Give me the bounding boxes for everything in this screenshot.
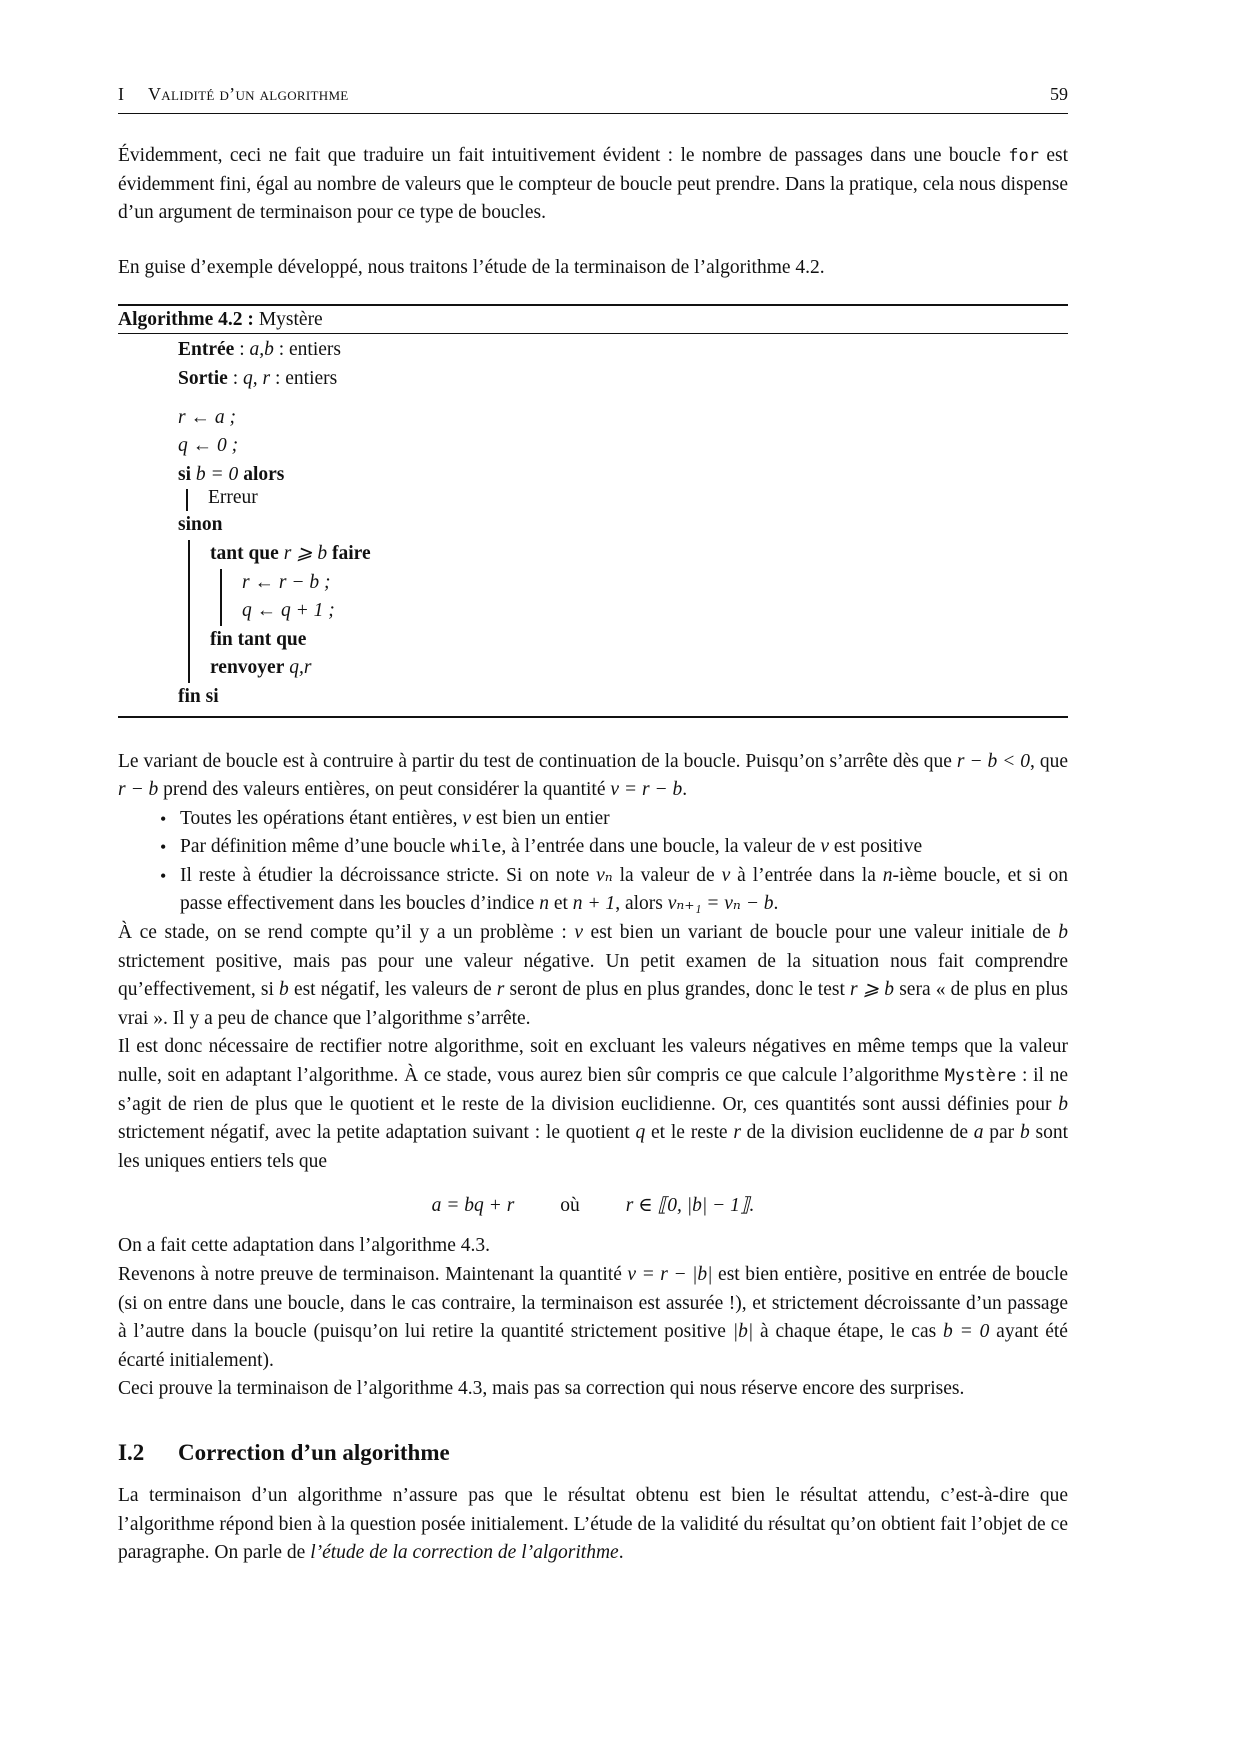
- algo-error: Erreur: [208, 487, 258, 509]
- math: q, r: [243, 367, 271, 389]
- algo-else: [178, 511, 1068, 540]
- algorithm-caption: [118, 306, 1068, 334]
- bullet-list: [118, 805, 1068, 919]
- math: r − b < 0: [956, 750, 1031, 772]
- algo-output: Sortie : q, r : entiers: [178, 367, 338, 389]
- kw: fin si: [178, 685, 219, 707]
- page-number: 59: [1050, 84, 1068, 104]
- math: b: [1019, 1122, 1030, 1144]
- code-while: while: [450, 837, 502, 858]
- paragraph-6: On a fait cette adaptation dans l’algorithme 4.3.: [118, 1235, 490, 1257]
- code-for: for: [1008, 146, 1039, 166]
- math: v = r − |b|: [627, 1264, 713, 1285]
- text: est bien un entier: [471, 807, 610, 829]
- algorithm-body: [118, 334, 1068, 715]
- kw: alors: [243, 463, 285, 485]
- equation: [118, 1192, 1068, 1220]
- page: [118, 84, 1068, 1568]
- text: sont les uniques entiers tels que: [118, 1122, 1068, 1172]
- text: est positive: [828, 836, 923, 858]
- math: b: [279, 979, 289, 1001]
- math: r: [496, 979, 505, 1001]
- while-block: [220, 569, 1068, 626]
- text: et: [548, 893, 573, 915]
- math: |b|: [732, 1321, 754, 1343]
- paragraph-4: [118, 919, 1068, 1033]
- text: : il ne s’agit de rien de plus que le quotient et le reste de la division euclidienne. Or, ces quantités sont aussi définies pour: [118, 1065, 1068, 1115]
- text: .: [618, 1542, 624, 1564]
- math: v = r − b: [610, 779, 683, 801]
- algo-end-while: [210, 626, 1068, 655]
- math: vₙ: [596, 864, 613, 886]
- text: : entiers: [274, 367, 338, 389]
- list-item: [180, 833, 1068, 862]
- section-number: I.2: [118, 1439, 145, 1465]
- text: strictement positive, mais pas pour une valeur négative. Un petit examen de la situation nous fait comprendre qu’effectivement, si: [118, 950, 1068, 1001]
- paragraph-2: En guise d’exemple développé, nous traitons l’étude de la terminaison de l’algorithme 4.2.: [118, 256, 825, 278]
- algo-if: [178, 461, 1068, 490]
- math: b = 0: [195, 463, 239, 485]
- text: seront de plus en plus grandes, donc le test: [504, 979, 851, 1001]
- algo-while: [210, 540, 1068, 569]
- text: est bien un variant de boucle pour une valeur initiale de: [582, 922, 1059, 944]
- kw: sinon: [178, 514, 223, 536]
- paragraph-3: [118, 748, 1068, 805]
- math: v: [820, 836, 829, 858]
- algo-return: [210, 654, 1068, 683]
- algo-line: q ← 0 ;: [178, 435, 239, 457]
- kw: si: [178, 463, 192, 485]
- text: Par définition même d’une boucle: [180, 836, 451, 858]
- math: v: [462, 807, 472, 829]
- running-header: [118, 84, 1068, 114]
- text: Toutes les opérations étant entières,: [180, 807, 463, 829]
- math: v: [574, 922, 583, 944]
- text: , que: [1030, 750, 1068, 772]
- emphasis: l’étude de la correction de l’algorithme: [310, 1542, 619, 1564]
- algorithm-box: [118, 304, 1068, 717]
- math: a,b: [249, 339, 274, 361]
- header-title: [118, 84, 349, 105]
- paragraph-7: [118, 1261, 1068, 1375]
- algo-line: r ← r − b ;: [242, 571, 331, 593]
- text: : entiers: [278, 339, 342, 361]
- section-title: Correction d’un algorithme: [178, 1439, 450, 1465]
- math: r ⩾ b: [283, 542, 328, 564]
- math: a: [973, 1122, 984, 1144]
- text: Évidemment, ceci ne fait que traduire un fait intuitivement évident : le nombre de passages dans une boucle: [118, 145, 1009, 166]
- text: la valeur de: [612, 864, 722, 886]
- text: et le reste: [645, 1122, 734, 1144]
- math: b: [1058, 1093, 1068, 1115]
- if-block: [186, 489, 1068, 511]
- list-item: [180, 862, 1068, 919]
- text: , alors: [615, 893, 668, 915]
- text: Il est donc nécessaire de rectifier notre algorithme, soit en excluant les valeurs négatives en même temps que la valeur nulle, soit en adaptant l’algorithme. À ce stade, vous aurez bien sûr compris ce que calcule l’algorithme: [118, 1036, 1068, 1087]
- text: sera « de plus en plus vrai ». Il y a peu de chance que l’algorithme s’arrête.: [118, 979, 1068, 1029]
- text: à l’entrée dans la: [730, 864, 883, 886]
- equation-right: r ∈ ⟦0, |b| − 1⟧.: [625, 1195, 755, 1217]
- math: q: [635, 1122, 646, 1144]
- math: n: [882, 864, 893, 886]
- text: À ce stade, on se rend compte qu’il y a un problème :: [118, 922, 575, 944]
- math: r ⩾ b: [850, 979, 895, 1001]
- kw: Entrée: [178, 339, 235, 361]
- math: vₙ₊₁ = vₙ − b: [667, 893, 774, 915]
- paragraph-8: Ceci prouve la terminaison de l’algorithme 4.3, mais pas sa correction qui nous réserve encore des surprises.: [118, 1378, 965, 1400]
- kw: renvoyer: [210, 657, 285, 679]
- text: est évidemment fini, égal au nombre de valeurs que le compteur de boucle peut prendre. Dans la pratique, cela nous dispense d’un argument de terminaison pour ce type de boucles.: [118, 145, 1068, 224]
- text: La terminaison d’un algorithme n’assure pas que le résultat obtenu est bien le résultat attendu, c’est-à-dire que l’algorithme répond bien à la question posée initialement. L’étude de la validité du résultat qu’on obtient fait l’objet de ce paragraphe. On parle de: [118, 1484, 1068, 1564]
- equation-middle: où: [560, 1195, 580, 1217]
- algorithm-title: Mystère: [258, 309, 323, 331]
- else-block: [188, 540, 1068, 683]
- paragraph-9: [118, 1482, 1068, 1568]
- kw: Sortie: [178, 367, 228, 389]
- math: r: [733, 1122, 741, 1144]
- text: strictement négatif, avec la petite adaptation suivant : le quotient: [118, 1122, 636, 1144]
- text: Il reste à étudier la décroissance stricte. Si on note: [180, 864, 597, 886]
- math: b: [1058, 922, 1068, 944]
- paragraph-1: [118, 142, 1068, 228]
- algo-input: Entrée : a,b : entiers: [178, 339, 342, 361]
- text: prend des valeurs entières, on peut considérer la quantité: [158, 779, 611, 801]
- text: à chaque étape, le cas: [753, 1321, 944, 1343]
- list-item: [180, 805, 1068, 834]
- math: n + 1: [572, 893, 616, 915]
- text: Revenons à notre preuve de terminaison. Maintenant la quantité: [118, 1264, 628, 1285]
- text: ayant été écarté initialement).: [118, 1321, 1068, 1371]
- algorithm-label: Algorithme 4.2 :: [118, 309, 254, 331]
- spacer: [178, 394, 1068, 404]
- paragraph-5: [118, 1033, 1068, 1176]
- text: .: [773, 893, 779, 915]
- algo-line: q ← q + 1 ;: [242, 600, 335, 622]
- math: r − b: [118, 779, 159, 801]
- code-mystere: Mystère: [944, 1066, 1017, 1087]
- math: b = 0: [943, 1321, 990, 1343]
- text: de la division euclidenne de: [740, 1122, 974, 1144]
- text: est bien entière, positive en entrée de boucle (si on entre dans une boucle, dans le cas contraire, la terminaison est assurée !), et strictement décroissante d’un passage à l’autre dans la boucle (puisqu’on lui retire la quantité strictement positive: [118, 1264, 1068, 1343]
- algo-end-if: [178, 683, 1068, 712]
- header-section-title: Validité d’un algorithme: [148, 84, 349, 104]
- text: par: [983, 1122, 1020, 1144]
- kw: fin tant que: [210, 628, 307, 650]
- text: Le variant de boucle est à contruire à partir du test de continuation de la boucle. Puisqu’on s’arrête dès que: [118, 750, 957, 772]
- algo-line: r ← a ;: [178, 406, 236, 428]
- math: n: [539, 893, 549, 915]
- text: est négatif, les valeurs de: [288, 979, 497, 1001]
- text: .: [682, 779, 688, 801]
- header-section-number: I: [118, 84, 125, 104]
- math: q,r: [289, 657, 312, 679]
- text: -ième boucle, et si on passe effectivement dans les boucles d’indice: [180, 864, 1068, 915]
- text: , à l’entrée dans une boucle, la valeur de: [501, 836, 821, 858]
- math: v: [721, 864, 731, 886]
- kw: faire: [332, 542, 371, 564]
- equation-left: a = bq + r: [431, 1195, 515, 1217]
- kw: tant que: [210, 542, 279, 564]
- section-heading: [118, 1438, 1068, 1468]
